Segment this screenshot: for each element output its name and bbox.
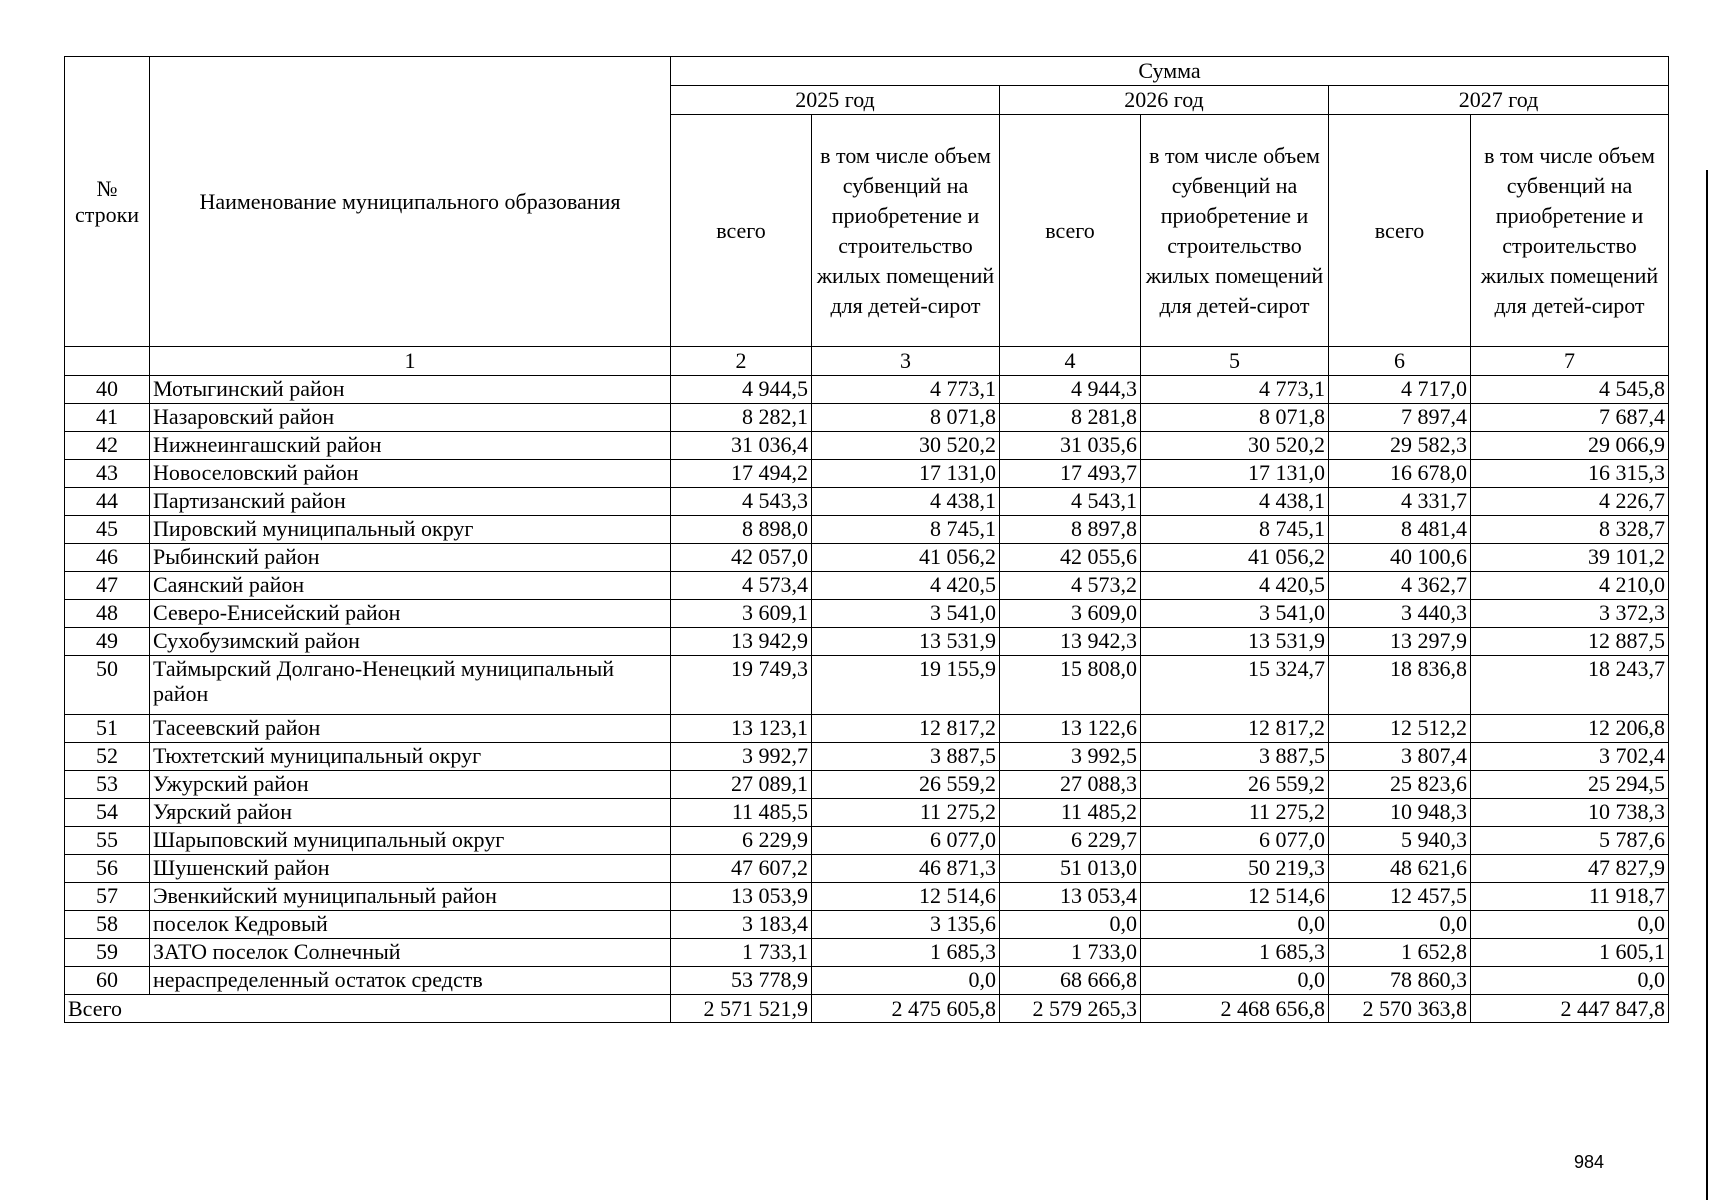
municipality-name: Северо-Енисейский район — [150, 600, 671, 628]
table-row — [65, 628, 1669, 656]
row-value: 11 485,2 — [1000, 799, 1141, 827]
row-value: 0,0 — [1141, 967, 1329, 995]
row-value: 0,0 — [1000, 911, 1141, 939]
municipality-name: Нижнеингашский район — [150, 432, 671, 460]
row-value: 18 836,8 — [1329, 656, 1471, 715]
table-row — [65, 516, 1669, 544]
row-value: 8 745,1 — [812, 516, 1000, 544]
table-row — [65, 827, 1669, 855]
column-number: 5 — [1141, 347, 1329, 376]
row-number: 50 — [65, 656, 150, 715]
row-value: 8 071,8 — [812, 404, 1000, 432]
row-value: 4 420,5 — [1141, 572, 1329, 600]
row-value: 1 733,1 — [671, 939, 812, 967]
total-value: 2 447 847,8 — [1471, 995, 1669, 1023]
table-row — [65, 600, 1669, 628]
column-number — [65, 347, 150, 376]
row-value: 8 328,7 — [1471, 516, 1669, 544]
row-value: 3 887,5 — [812, 743, 1000, 771]
row-value: 0,0 — [1329, 911, 1471, 939]
row-value: 41 056,2 — [812, 544, 1000, 572]
municipality-name: Шушенский район — [150, 855, 671, 883]
row-value: 12 887,5 — [1471, 628, 1669, 656]
table-row — [65, 544, 1669, 572]
row-value: 4 545,8 — [1471, 376, 1669, 404]
row-value: 16 678,0 — [1329, 460, 1471, 488]
row-value: 13 531,9 — [812, 628, 1000, 656]
table-row — [65, 967, 1669, 995]
row-value: 8 897,8 — [1000, 516, 1141, 544]
row-value: 1 605,1 — [1471, 939, 1669, 967]
row-value: 10 738,3 — [1471, 799, 1669, 827]
header-incl-2027: в том числе объем субвенций на приобретение и строительство жилых помещений для детей-сирот — [1471, 115, 1669, 347]
row-value: 4 543,1 — [1000, 488, 1141, 516]
row-value: 1 685,3 — [812, 939, 1000, 967]
row-value: 12 206,8 — [1471, 715, 1669, 743]
row-value: 0,0 — [1141, 911, 1329, 939]
row-value: 12 514,6 — [812, 883, 1000, 911]
row-value: 11 485,5 — [671, 799, 812, 827]
row-value: 4 331,7 — [1329, 488, 1471, 516]
header-name: Наименование муниципального образования — [150, 57, 671, 347]
header-year-2027: 2027 год — [1329, 86, 1669, 115]
table-row — [65, 715, 1669, 743]
row-value: 7 897,4 — [1329, 404, 1471, 432]
municipality-name: ЗАТО поселок Солнечный — [150, 939, 671, 967]
table-row — [65, 460, 1669, 488]
table-row — [65, 404, 1669, 432]
row-value: 3 541,0 — [812, 600, 1000, 628]
subvention-table — [64, 56, 1669, 1023]
row-number: 60 — [65, 967, 150, 995]
row-value: 5 787,6 — [1471, 827, 1669, 855]
row-value: 8 481,4 — [1329, 516, 1471, 544]
row-value: 4 362,7 — [1329, 572, 1471, 600]
row-value: 4 438,1 — [1141, 488, 1329, 516]
page-number: 984 — [1574, 1152, 1605, 1172]
row-value: 3 609,0 — [1000, 600, 1141, 628]
row-value: 12 512,2 — [1329, 715, 1471, 743]
row-number: 49 — [65, 628, 150, 656]
row-value: 53 778,9 — [671, 967, 812, 995]
municipality-name: нераспределенный остаток средств — [150, 967, 671, 995]
row-value: 8 745,1 — [1141, 516, 1329, 544]
row-number: 40 — [65, 376, 150, 404]
table-row — [65, 939, 1669, 967]
row-value: 68 666,8 — [1000, 967, 1141, 995]
table-row — [65, 855, 1669, 883]
row-value: 47 827,9 — [1471, 855, 1669, 883]
row-value: 1 652,8 — [1329, 939, 1471, 967]
row-value: 3 372,3 — [1471, 600, 1669, 628]
row-value: 13 942,9 — [671, 628, 812, 656]
row-value: 8 898,0 — [671, 516, 812, 544]
header-sum: Сумма — [671, 57, 1669, 86]
row-value: 6 229,9 — [671, 827, 812, 855]
column-number: 4 — [1000, 347, 1141, 376]
row-value: 4 573,2 — [1000, 572, 1141, 600]
row-value: 4 438,1 — [812, 488, 1000, 516]
row-value: 46 871,3 — [812, 855, 1000, 883]
row-number: 48 — [65, 600, 150, 628]
row-value: 3 541,0 — [1141, 600, 1329, 628]
total-label: Всего — [65, 995, 671, 1023]
row-value: 6 077,0 — [812, 827, 1000, 855]
table-row — [65, 432, 1669, 460]
row-number: 44 — [65, 488, 150, 516]
row-value: 18 243,7 — [1471, 656, 1669, 715]
municipality-name: поселок Кедровый — [150, 911, 671, 939]
row-value: 12 817,2 — [1141, 715, 1329, 743]
row-value: 19 749,3 — [671, 656, 812, 715]
municipality-name: Таймырский Долгано-Ненецкий муниципальный район — [150, 656, 671, 715]
scan-edge-line — [1706, 170, 1708, 1200]
row-number: 51 — [65, 715, 150, 743]
row-value: 4 944,3 — [1000, 376, 1141, 404]
row-value: 26 559,2 — [1141, 771, 1329, 799]
row-value: 29 582,3 — [1329, 432, 1471, 460]
row-number: 41 — [65, 404, 150, 432]
row-number: 46 — [65, 544, 150, 572]
row-value: 3 440,3 — [1329, 600, 1471, 628]
row-value: 7 687,4 — [1471, 404, 1669, 432]
header-total-2026: всего — [1000, 115, 1141, 347]
row-value: 3 609,1 — [671, 600, 812, 628]
row-number: 57 — [65, 883, 150, 911]
header-total-2027: всего — [1329, 115, 1471, 347]
municipality-name: Саянский район — [150, 572, 671, 600]
row-value: 3 992,5 — [1000, 743, 1141, 771]
row-value: 6 229,7 — [1000, 827, 1141, 855]
row-value: 1 685,3 — [1141, 939, 1329, 967]
row-value: 30 520,2 — [812, 432, 1000, 460]
row-value: 11 275,2 — [812, 799, 1000, 827]
municipality-name: Партизанский район — [150, 488, 671, 516]
municipality-name: Новоселовский район — [150, 460, 671, 488]
row-number: 54 — [65, 799, 150, 827]
row-value: 0,0 — [812, 967, 1000, 995]
row-value: 13 297,9 — [1329, 628, 1471, 656]
row-value: 4 773,1 — [812, 376, 1000, 404]
row-number: 42 — [65, 432, 150, 460]
row-value: 0,0 — [1471, 967, 1669, 995]
row-value: 13 053,4 — [1000, 883, 1141, 911]
row-value: 25 294,5 — [1471, 771, 1669, 799]
row-value: 17 131,0 — [812, 460, 1000, 488]
row-value: 17 131,0 — [1141, 460, 1329, 488]
municipality-name: Тюхтетский муниципальный округ — [150, 743, 671, 771]
table-row — [65, 911, 1669, 939]
row-value: 3 183,4 — [671, 911, 812, 939]
header-incl-2025: в том числе объем субвенций на приобретение и строительство жилых помещений для детей-сирот — [812, 115, 1000, 347]
header-year-2025: 2025 год — [671, 86, 1000, 115]
row-value: 50 219,3 — [1141, 855, 1329, 883]
row-number: 59 — [65, 939, 150, 967]
row-value: 41 056,2 — [1141, 544, 1329, 572]
row-value: 0,0 — [1471, 911, 1669, 939]
total-value: 2 571 521,9 — [671, 995, 812, 1023]
row-value: 42 057,0 — [671, 544, 812, 572]
row-value: 30 520,2 — [1141, 432, 1329, 460]
row-value: 10 948,3 — [1329, 799, 1471, 827]
municipality-name: Рыбинский район — [150, 544, 671, 572]
row-value: 12 457,5 — [1329, 883, 1471, 911]
municipality-name: Ужурский район — [150, 771, 671, 799]
municipality-name: Тасеевский район — [150, 715, 671, 743]
row-value: 4 210,0 — [1471, 572, 1669, 600]
total-value: 2 570 363,8 — [1329, 995, 1471, 1023]
row-value: 16 315,3 — [1471, 460, 1669, 488]
total-row — [65, 995, 1669, 1023]
header-total-2025: всего — [671, 115, 812, 347]
row-value: 4 944,5 — [671, 376, 812, 404]
row-number: 43 — [65, 460, 150, 488]
row-value: 29 066,9 — [1471, 432, 1669, 460]
row-value: 13 942,3 — [1000, 628, 1141, 656]
row-value: 26 559,2 — [812, 771, 1000, 799]
municipality-name: Уярский район — [150, 799, 671, 827]
row-value: 1 733,0 — [1000, 939, 1141, 967]
row-value: 13 053,9 — [671, 883, 812, 911]
row-value: 3 702,4 — [1471, 743, 1669, 771]
table-row — [65, 743, 1669, 771]
municipality-name: Пировский муниципальный округ — [150, 516, 671, 544]
row-value: 3 135,6 — [812, 911, 1000, 939]
table-row — [65, 488, 1669, 516]
row-value: 8 071,8 — [1141, 404, 1329, 432]
row-number: 58 — [65, 911, 150, 939]
header-row-no: № строки — [65, 57, 150, 347]
municipality-name: Эвенкийский муниципальный район — [150, 883, 671, 911]
row-value: 13 123,1 — [671, 715, 812, 743]
row-value: 25 823,6 — [1329, 771, 1471, 799]
row-value: 8 282,1 — [671, 404, 812, 432]
table-row — [65, 771, 1669, 799]
row-value: 48 621,6 — [1329, 855, 1471, 883]
row-number: 47 — [65, 572, 150, 600]
row-number: 56 — [65, 855, 150, 883]
table-row — [65, 572, 1669, 600]
row-value: 42 055,6 — [1000, 544, 1141, 572]
municipality-name: Шарыповский муниципальный округ — [150, 827, 671, 855]
row-value: 31 036,4 — [671, 432, 812, 460]
row-value: 11 918,7 — [1471, 883, 1669, 911]
header-incl-2026: в том числе объем субвенций на приобретение и строительство жилых помещений для детей-сирот — [1141, 115, 1329, 347]
table-row — [65, 376, 1669, 404]
row-value: 27 088,3 — [1000, 771, 1141, 799]
row-value: 8 281,8 — [1000, 404, 1141, 432]
row-value: 78 860,3 — [1329, 967, 1471, 995]
row-number: 52 — [65, 743, 150, 771]
total-value: 2 468 656,8 — [1141, 995, 1329, 1023]
table-row — [65, 656, 1669, 715]
row-value: 17 494,2 — [671, 460, 812, 488]
row-value: 5 940,3 — [1329, 827, 1471, 855]
total-value: 2 475 605,8 — [812, 995, 1000, 1023]
row-value: 27 089,1 — [671, 771, 812, 799]
column-number: 7 — [1471, 347, 1669, 376]
row-value: 13 531,9 — [1141, 628, 1329, 656]
column-number: 6 — [1329, 347, 1471, 376]
row-value: 6 077,0 — [1141, 827, 1329, 855]
row-value: 51 013,0 — [1000, 855, 1141, 883]
row-value: 19 155,9 — [812, 656, 1000, 715]
row-value: 39 101,2 — [1471, 544, 1669, 572]
column-numbers-row — [65, 347, 1669, 376]
municipality-name: Мотыгинский район — [150, 376, 671, 404]
row-value: 40 100,6 — [1329, 544, 1471, 572]
row-value: 3 992,7 — [671, 743, 812, 771]
table-row — [65, 883, 1669, 911]
row-value: 4 420,5 — [812, 572, 1000, 600]
row-number: 45 — [65, 516, 150, 544]
row-value: 3 887,5 — [1141, 743, 1329, 771]
row-value: 15 808,0 — [1000, 656, 1141, 715]
row-value: 12 514,6 — [1141, 883, 1329, 911]
row-value: 3 807,4 — [1329, 743, 1471, 771]
row-value: 4 226,7 — [1471, 488, 1669, 516]
row-value: 17 493,7 — [1000, 460, 1141, 488]
municipality-name: Сухобузимский район — [150, 628, 671, 656]
row-value: 13 122,6 — [1000, 715, 1141, 743]
row-value: 15 324,7 — [1141, 656, 1329, 715]
table-body — [65, 376, 1669, 995]
row-number: 55 — [65, 827, 150, 855]
row-value: 31 035,6 — [1000, 432, 1141, 460]
header-year-2026: 2026 год — [1000, 86, 1329, 115]
row-value: 4 773,1 — [1141, 376, 1329, 404]
row-value: 47 607,2 — [671, 855, 812, 883]
column-number: 2 — [671, 347, 812, 376]
municipality-name: Назаровский район — [150, 404, 671, 432]
row-value: 12 817,2 — [812, 715, 1000, 743]
table-row — [65, 799, 1669, 827]
row-value: 4 543,3 — [671, 488, 812, 516]
column-number: 1 — [150, 347, 671, 376]
row-value: 11 275,2 — [1141, 799, 1329, 827]
total-value: 2 579 265,3 — [1000, 995, 1141, 1023]
column-number: 3 — [812, 347, 1000, 376]
row-number: 53 — [65, 771, 150, 799]
row-value: 4 573,4 — [671, 572, 812, 600]
row-value: 4 717,0 — [1329, 376, 1471, 404]
